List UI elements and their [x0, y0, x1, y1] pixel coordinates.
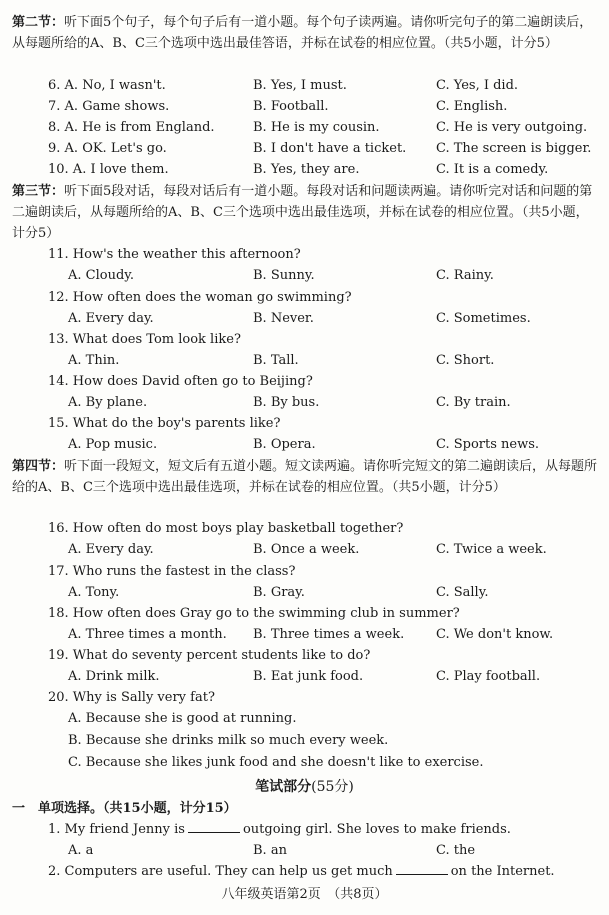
section3-heading: 第三节： — [12, 184, 65, 199]
option-a: 6. A. No, I wasn't. — [48, 78, 166, 93]
question-row — [0, 75, 609, 96]
stem-text: 19. What do seventy percent students like to do? — [48, 648, 371, 663]
question-row — [0, 159, 609, 180]
option-b: B. Never. — [253, 311, 314, 326]
question-options — [0, 308, 609, 329]
question-stem — [0, 287, 609, 308]
question-options — [0, 392, 609, 413]
written-part-title — [0, 777, 609, 797]
option-a: A. By plane. — [68, 395, 148, 410]
option-b: B. Sunny. — [253, 268, 315, 283]
section4-instruction — [12, 456, 598, 498]
option-c: C. Play football. — [436, 669, 541, 684]
stem-text: 12. How often does the woman go swimming? — [48, 290, 352, 305]
question-options — [0, 624, 609, 645]
option-a: 9. A. OK. Let's go. — [48, 141, 167, 156]
option-c: C. Short. — [436, 353, 495, 368]
option-b: B. Eat junk food. — [253, 669, 364, 684]
option-a: A. Cloudy. — [68, 268, 135, 283]
question-stem — [0, 371, 609, 392]
stem-text: on the Internet. — [450, 864, 555, 879]
question-options — [0, 265, 609, 286]
option-a: A. Three times a month. — [68, 627, 227, 642]
option-b: B. an — [253, 843, 287, 858]
option-b: B. Because she drinks milk so much every week. — [68, 733, 389, 748]
question-row — [0, 138, 609, 159]
stem-text: 1. My friend Jenny is — [48, 822, 185, 837]
option-a: A. Thin. — [68, 353, 120, 368]
question-option — [0, 708, 609, 729]
question-stem — [0, 687, 609, 708]
section4-text: 听下面一段短文，短文后有五道小题。短文读两遍。请你听完短文的第二遍朗读后，从每题所给的A、B、C三个选项中选出最佳选项，并标在试卷的相应位置。（共5小题，计分5） — [12, 459, 598, 495]
option-c: C. Sports news. — [436, 437, 540, 452]
option-b: B. I don't have a ticket. — [253, 141, 407, 156]
part1-heading-text: 一 单项选择。（共15小题，计分15） — [12, 801, 237, 816]
question-options — [0, 582, 609, 603]
option-a: A. Because she is good at running. — [68, 711, 297, 726]
answer-blank — [188, 820, 240, 833]
stem-text: 2. Computers are useful. They can help us get much — [48, 864, 393, 879]
page-footer: 八年级英语第2页 （共8页） — [221, 887, 388, 902]
option-b: B. Football. — [253, 99, 329, 114]
question-stem — [0, 244, 609, 265]
answer-blank — [396, 862, 448, 875]
option-c: C. Sometimes. — [436, 311, 531, 326]
option-c: C. Yes, I did. — [436, 78, 519, 93]
option-b: B. Three times a week. — [253, 627, 405, 642]
written-score: (55分) — [311, 779, 354, 795]
stem-text: outgoing girl. She loves to make friends. — [242, 822, 511, 837]
question-row — [0, 117, 609, 138]
question-stem — [0, 329, 609, 350]
section2-text: 听下面5个句子，每个句子后有一道小题。每个句子读两遍。请你听完句子的第二遍朗读后，从每题所给的A、B、C三个选项中选出最佳答语，并标在试卷的相应位置。（共5小题，计分5） — [12, 15, 593, 51]
option-a: A. Tony. — [68, 585, 120, 600]
option-a: 7. A. Game shows. — [48, 99, 170, 114]
section3-text: 听下面5段对话，每段对话后有一道小题。每段对话和问题读两遍。请你听完对话和问题的第二遍朗读后，从每题所给的A、B、C三个选项中选出最佳选项，并标在试卷的相应位置。（共5小题，计分5） — [12, 184, 593, 241]
option-a: A. a — [68, 843, 94, 858]
question-row — [0, 96, 609, 117]
option-b: B. He is my cousin. — [253, 120, 380, 135]
stem-text: 18. How often does Gray go to the swimming club in summer? — [48, 606, 460, 621]
option-c: C. English. — [436, 99, 508, 114]
question-stem — [0, 603, 609, 624]
option-c: C. By train. — [436, 395, 511, 410]
option-c: C. We don't know. — [436, 627, 554, 642]
option-b: B. Tall. — [253, 353, 299, 368]
option-b: B. Gray. — [253, 585, 305, 600]
option-c: C. the — [436, 843, 476, 858]
question-option — [0, 730, 609, 751]
option-a: A. Pop music. — [68, 437, 158, 452]
stem-text: 11. How's the weather this afternoon? — [48, 247, 301, 262]
option-b: B. Yes, they are. — [253, 162, 360, 177]
option-c: C. He is very outgoing. — [436, 120, 588, 135]
question-options — [0, 434, 609, 455]
question-options — [0, 539, 609, 560]
option-c: C. Because she likes junk food and she doesn't like to exercise. — [68, 755, 484, 770]
question-stem — [0, 413, 609, 434]
question-option — [0, 752, 609, 773]
option-a: A. Every day. — [68, 542, 154, 557]
question-stem — [0, 518, 609, 539]
option-a: A. Drink milk. — [68, 669, 160, 684]
option-a: 10. A. I love them. — [48, 162, 169, 177]
option-b: B. Yes, I must. — [253, 78, 347, 93]
stem-text: 14. How does David often go to Beijing? — [48, 374, 313, 389]
option-b: B. Opera. — [253, 437, 316, 452]
option-b: B. Once a week. — [253, 542, 360, 557]
stem-text: 16. How often do most boys play basketball together? — [48, 521, 404, 536]
stem-text: 17. Who runs the fastest in the class? — [48, 564, 296, 579]
option-c: C. The screen is bigger. — [436, 141, 592, 156]
written-title-text: 笔试部分 — [255, 779, 312, 795]
stem-text: 15. What do the boy's parents like? — [48, 416, 281, 431]
section3-instruction — [12, 181, 598, 244]
section2-heading: 第二节： — [12, 15, 65, 30]
question-options — [0, 666, 609, 687]
question-stem — [0, 645, 609, 666]
question-stem — [0, 561, 609, 582]
stem-text: 20. Why is Sally very fat? — [48, 690, 215, 705]
question-options — [0, 840, 609, 861]
option-c: C. Twice a week. — [436, 542, 547, 557]
option-b: B. By bus. — [253, 395, 320, 410]
question-stem — [0, 819, 609, 840]
question-stem — [0, 861, 609, 882]
option-c: C. Rainy. — [436, 268, 494, 283]
option-c: C. It is a comedy. — [436, 162, 549, 177]
option-c: C. Sally. — [436, 585, 489, 600]
option-a: 8. A. He is from England. — [48, 120, 215, 135]
question-options — [0, 350, 609, 371]
section2-instruction — [12, 12, 598, 54]
section4-heading: 第四节： — [12, 459, 65, 474]
part1-heading — [0, 798, 609, 819]
stem-text: 13. What does Tom look like? — [48, 332, 241, 347]
option-a: A. Every day. — [68, 311, 154, 326]
